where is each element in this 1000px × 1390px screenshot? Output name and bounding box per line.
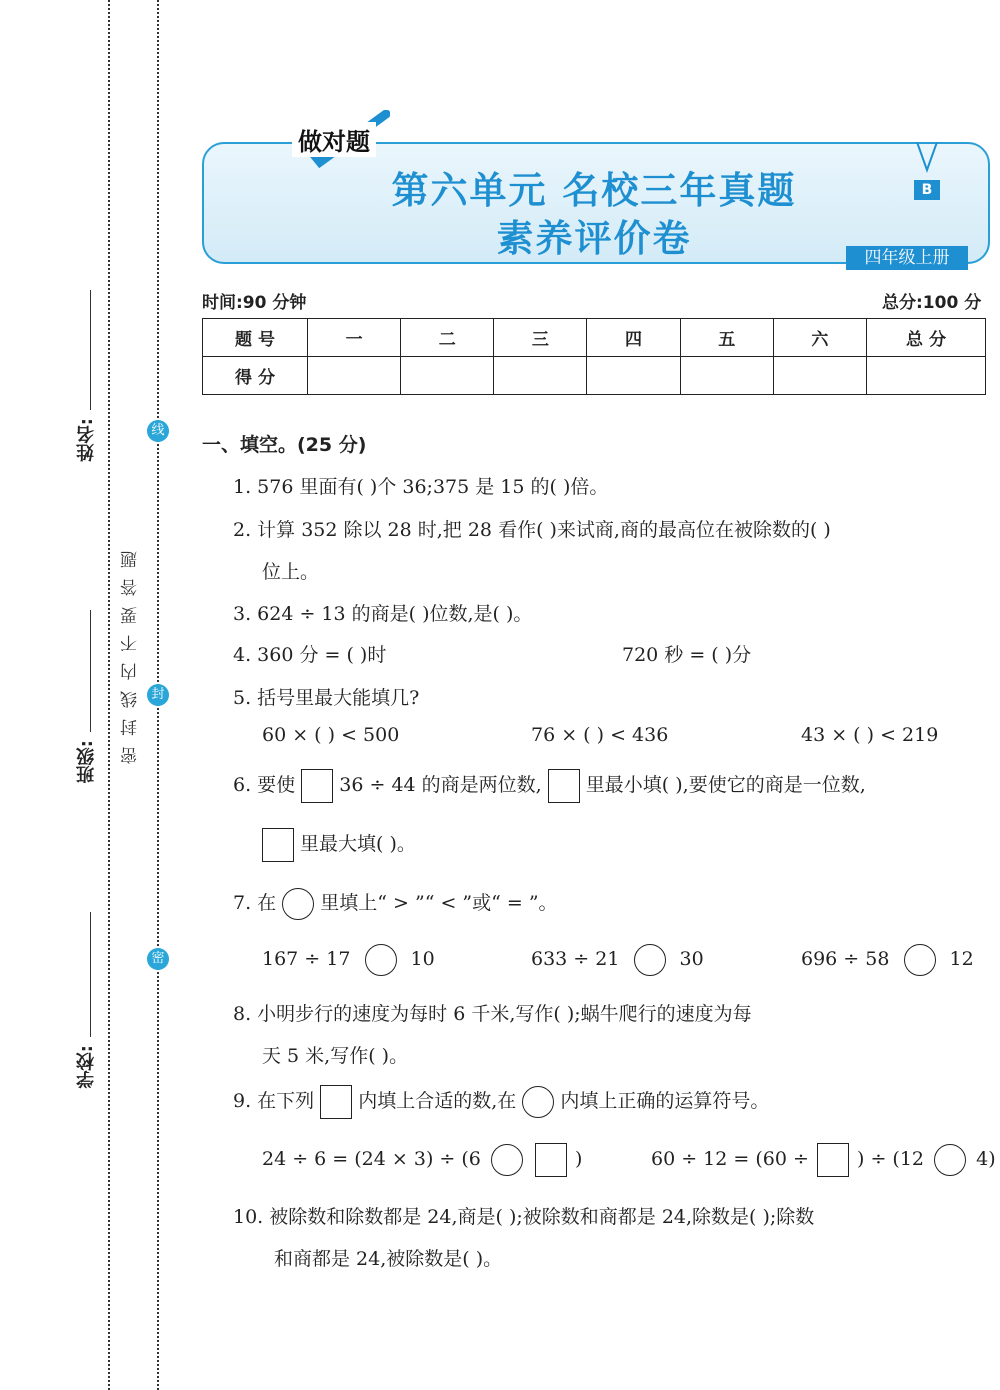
question-6 [233, 769, 866, 803]
q7b-left: 633 ÷ 21 [531, 948, 620, 970]
q7-text-post: 里填上“ > ”“ < ”或“ = ”。 [320, 892, 558, 914]
page-subtitle: 素养评价卷 [496, 217, 692, 260]
operator-circle[interactable] [934, 1144, 966, 1176]
page-title: 第六单元 名校三年真题 [391, 169, 797, 212]
question-6-cont [262, 828, 416, 862]
q9b-close: 4) [976, 1148, 996, 1170]
question-7c [801, 944, 974, 976]
score-cell[interactable] [867, 357, 986, 395]
school-line [90, 912, 91, 1037]
question-4a: 4. 360 分 = ( )时 [233, 644, 387, 666]
score-cell[interactable] [401, 357, 494, 395]
question-7b [531, 944, 704, 976]
binding-line-outer [108, 0, 110, 1390]
answer-box[interactable] [320, 1085, 352, 1119]
q6-text-pre: 6. 要使 [233, 774, 296, 796]
answer-box[interactable] [301, 769, 333, 803]
score-header-cell: 题 号 [203, 319, 308, 357]
total-score-info: 总分:100 分 [882, 293, 982, 313]
school-label: 学校: [76, 1045, 97, 1089]
question-8-cont: 天 5 米,写作( )。 [262, 1045, 409, 1067]
seal-mark-seal: 封 [147, 684, 169, 706]
seal-mark-line: 线 [147, 420, 169, 442]
seal-mark-secret: 密 [147, 948, 169, 970]
question-9b [651, 1143, 996, 1177]
score-row-label: 得 分 [203, 357, 308, 395]
q7b-right: 30 [679, 948, 704, 970]
number-box[interactable] [535, 1143, 567, 1177]
seal-warning: 密封线内不要答题 [121, 540, 141, 764]
answer-circle[interactable] [282, 888, 314, 920]
score-cell[interactable] [587, 357, 680, 395]
score-header-cell: 六 [773, 319, 866, 357]
question-9a [262, 1143, 582, 1177]
q7c-right: 12 [949, 948, 974, 970]
score-table-header-row [203, 319, 986, 357]
question-5b: 76 × ( ) < 436 [531, 724, 669, 746]
logo: 做对题 [292, 122, 376, 157]
score-header-cell: 四 [587, 319, 680, 357]
time-info: 时间:90 分钟 [202, 293, 307, 313]
question-10: 10. 被除数和除数都是 24,商是( );被除数和商都是 24,除数是( );除数 [233, 1206, 815, 1228]
number-box[interactable] [817, 1143, 849, 1177]
answer-box[interactable] [262, 828, 294, 862]
question-2: 2. 计算 352 除以 28 时,把 28 看作( )来试商,商的最高位在被除数的( ) [233, 519, 831, 541]
q7c-left: 696 ÷ 58 [801, 948, 890, 970]
q9-text-post: 内填上正确的运算符号。 [560, 1090, 770, 1112]
question-5: 5. 括号里最大能填几? [233, 687, 420, 709]
q9b-mid: ) ÷ (12 [857, 1148, 925, 1170]
score-header-cell: 一 [308, 319, 401, 357]
question-10-cont: 和商都是 24,被除数是( )。 [274, 1248, 503, 1270]
question-4b: 720 秒 = ( )分 [622, 644, 752, 666]
score-header-cell: 五 [680, 319, 773, 357]
question-7 [233, 888, 558, 920]
name-line [90, 290, 91, 410]
question-9 [233, 1085, 769, 1119]
class-line [90, 610, 91, 732]
section-title: 一、填空。(25 分) [202, 434, 367, 456]
q7a-right: 10 [410, 948, 435, 970]
q6-text-mid: 36 ÷ 44 的商是两位数, [339, 774, 542, 796]
answer-box[interactable] [548, 769, 580, 803]
score-header-cell: 二 [401, 319, 494, 357]
operator-circle[interactable] [491, 1144, 523, 1176]
score-header-cell: 总 分 [867, 319, 986, 357]
answer-circle[interactable] [522, 1086, 554, 1118]
grade-tag: 四年级上册 [846, 246, 968, 270]
class-label: 班级: [76, 740, 97, 784]
score-header-cell: 三 [494, 319, 587, 357]
question-2-cont: 位上。 [262, 561, 320, 583]
q9-text-pre: 9. 在下列 [233, 1090, 315, 1112]
question-3: 3. 624 ÷ 13 的商是( )位数,是( )。 [233, 603, 533, 625]
question-8: 8. 小明步行的速度为每时 6 千米,写作( );蜗牛爬行的速度为每 [233, 1003, 752, 1025]
q9a-text: 24 ÷ 6 = (24 × 3) ÷ (6 [262, 1148, 481, 1170]
question-7a [262, 944, 435, 976]
q9a-close: ) [575, 1148, 583, 1170]
score-cell[interactable] [680, 357, 773, 395]
score-table [202, 318, 986, 395]
q9-text-mid: 内填上合适的数,在 [358, 1090, 517, 1112]
compare-circle[interactable] [904, 944, 936, 976]
ribbon-icon [913, 142, 941, 182]
version-badge: B [914, 180, 940, 200]
q7a-left: 167 ÷ 17 [262, 948, 351, 970]
score-cell[interactable] [494, 357, 587, 395]
compare-circle[interactable] [365, 944, 397, 976]
question-1: 1. 576 里面有( )个 36;375 是 15 的( )倍。 [233, 476, 609, 498]
question-5c: 43 × ( ) < 219 [801, 724, 939, 746]
q6-text-post: 里最小填( ),要使它的商是一位数, [585, 774, 866, 796]
name-label: 姓名: [76, 418, 97, 462]
q6-text-b: 里最大填( )。 [300, 833, 416, 855]
score-cell[interactable] [773, 357, 866, 395]
q7-text-pre: 7. 在 [233, 892, 277, 914]
question-5a: 60 × ( ) < 500 [262, 724, 400, 746]
q9b-text: 60 ÷ 12 = (60 ÷ [651, 1148, 809, 1170]
compare-circle[interactable] [634, 944, 666, 976]
score-cell[interactable] [308, 357, 401, 395]
score-table-score-row [203, 357, 986, 395]
